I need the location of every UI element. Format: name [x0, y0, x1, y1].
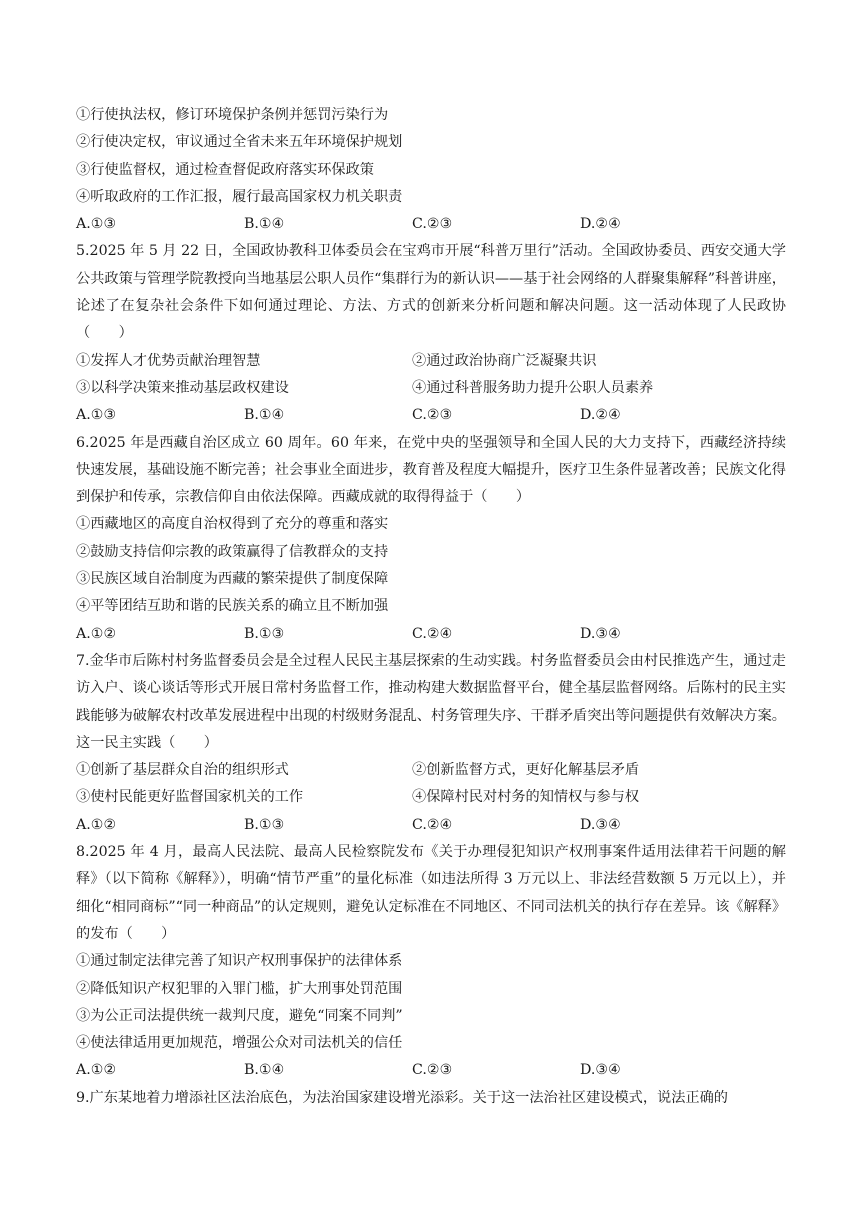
- q7-answer-row: [76, 812, 786, 839]
- q4-option-1: ①行使执法权，修订环境保护条例并惩罚污染行为: [76, 107, 389, 123]
- q7-option-1: ①创新了基层群众自治的组织形式: [76, 762, 289, 779]
- q7-option-2: ②创新监督方式，更好化解基层矛盾: [412, 762, 640, 779]
- q4-answer-c: C.②③: [412, 216, 453, 233]
- q7-answer-c: C.②④: [412, 816, 453, 833]
- q8-answer-d: D.③④: [580, 1062, 621, 1079]
- q8-answer-a: A.①②: [76, 1062, 117, 1079]
- q4-answer-row: [76, 211, 786, 238]
- question-8: [76, 839, 786, 1085]
- q8-option-2: ②降低知识产权犯罪的入罪门槛，扩大刑事处罚范围: [76, 980, 403, 997]
- q7-answer-a: A.①②: [76, 816, 117, 833]
- q7-option-4: ④保障村民对村务的知情权与参与权: [412, 789, 640, 806]
- q8-stem: 8.2025 年 4 月，最高人民法院、最高人民检察院发布《关于办理侵犯知识产权刑事案件适用法律若干问题的解释》（以下简称《解释》），明确“情节严重”的量化标准（如违法所得 3 万元以上、非法经营数额 5 万元以上），并细化“相同商标”“同一种商品”的认定规则，避免认定标准在不同地区、不同司法机关的执行存在差异。该《解释》的发布（ ）: [76, 844, 787, 942]
- q6-answer-b: B.①③: [244, 625, 285, 642]
- q6-option-2: ②鼓励支持信仰宗教的政策赢得了信教群众的支持: [76, 543, 389, 560]
- q4-option-2: ②行使决定权，审议通过全省未来五年环境保护规划: [76, 134, 403, 151]
- q7-option-3: ③使村民能更好监督国家机关的工作: [76, 789, 304, 806]
- q8-option-3: ③为公正司法提供统一裁判尺度，避免“同案不同判”: [76, 1007, 403, 1024]
- question-6: [76, 430, 786, 648]
- question-7: [76, 648, 786, 839]
- q6-option-3: ③民族区域自治制度为西藏的繁荣提供了制度保障: [76, 571, 389, 588]
- q4-answer-d: D.②④: [580, 216, 621, 233]
- q4-option-4: ④听取政府的工作汇报，履行最高国家权力机关职责: [76, 188, 403, 205]
- q6-answer-d: D.③④: [580, 625, 621, 642]
- q4-option-3: ③行使监督权，通过检查督促政府落实环保政策: [76, 161, 374, 178]
- q5-options-row-2: [76, 375, 786, 402]
- question-5: [76, 238, 786, 429]
- exam-page: [76, 102, 786, 1112]
- q5-option-4: ④通过科普服务助力提升公职人员素养: [412, 379, 654, 396]
- q6-stem: 6.2025 年是西藏自治区成立 60 周年。60 年来，在党中央的坚强领导和全国人民的大力支持下，西藏经济持续快速发展，基础设施不断完善；社会事业全面进步，教育普及程度大幅提升，医疗卫生条件显著改善；民族文化得到保护和传承，宗教信仰自由依法保障。西藏成就的取得得益于（ ）: [76, 434, 786, 506]
- q5-option-3: ③以科学决策来推动基层政权建设: [76, 379, 289, 396]
- question-9: [76, 1085, 786, 1112]
- q4-answer-b: B.①④: [244, 216, 285, 233]
- q5-option-2: ②通过政治协商广泛凝聚共识: [412, 352, 597, 369]
- q6-answer-row: [76, 621, 786, 648]
- q7-answer-d: D.③④: [580, 816, 621, 833]
- q5-answer-row: [76, 402, 786, 429]
- q4-answer-a: A.①③: [76, 216, 117, 233]
- q6-answer-c: C.②④: [412, 625, 453, 642]
- q8-option-1: ①通过制定法律完善了知识产权刑事保护的法律体系: [76, 953, 403, 970]
- q7-options-row-1: [76, 757, 786, 784]
- q6-option-4: ④平等团结互助和谐的民族关系的确立且不断加强: [76, 598, 389, 615]
- q5-option-1: ①发挥人才优势贡献治理智慧: [76, 352, 261, 369]
- q7-options-row-2: [76, 784, 786, 811]
- q9-stem: 9.广东某地着力增添社区法治底色，为法治国家建设增光添彩。关于这一法治社区建设模式，说法正确的: [76, 1089, 728, 1106]
- question-4: [76, 102, 786, 238]
- q5-stem: 5.2025 年 5 月 22 日，全国政协教科卫体委员会在宝鸡市开展“科普万里行”活动。全国政协委员、西安交通大学公共政策与管理学院教授向当地基层公职人员作“集群行为的新认识——基于社会网络的人群聚集解释”科普讲座，论述了在复杂社会条件下如何通过理论、方法、方式的创新来分析问题和解决问题。这一活动体现了人民政协（ ）: [76, 243, 786, 342]
- q8-answer-b: B.①④: [244, 1062, 285, 1079]
- q7-stem: 7.金华市后陈村村务监督委员会是全过程人民民主基层探索的生动实践。村务监督委员会由村民推选产生，通过走访入户、谈心谈话等形式开展日常村务监督工作，推动构建大数据监督平台，健全基层监督网络。后陈村的民主实践能够为破解农村改革发展进程中出现的村级财务混乱、村务管理失序、干群矛盾突出等问题提供有效解决方案。这一民主实践（ ）: [76, 652, 786, 751]
- q5-options-row-1: [76, 348, 786, 375]
- q5-answer-b: B.①④: [244, 407, 285, 424]
- q5-answer-c: C.②③: [412, 407, 453, 424]
- q8-answer-row: [76, 1057, 786, 1084]
- q6-answer-a: A.①②: [76, 625, 117, 642]
- q8-option-4: ④使法律适用更加规范，增强公众对司法机关的信任: [76, 1035, 403, 1052]
- q7-answer-b: B.①③: [244, 816, 285, 833]
- q8-answer-c: C.②③: [412, 1062, 453, 1079]
- q5-answer-d: D.②④: [580, 407, 621, 424]
- q6-option-1: ①西藏地区的高度自治权得到了充分的尊重和落实: [76, 516, 389, 533]
- q5-answer-a: A.①③: [76, 407, 117, 424]
